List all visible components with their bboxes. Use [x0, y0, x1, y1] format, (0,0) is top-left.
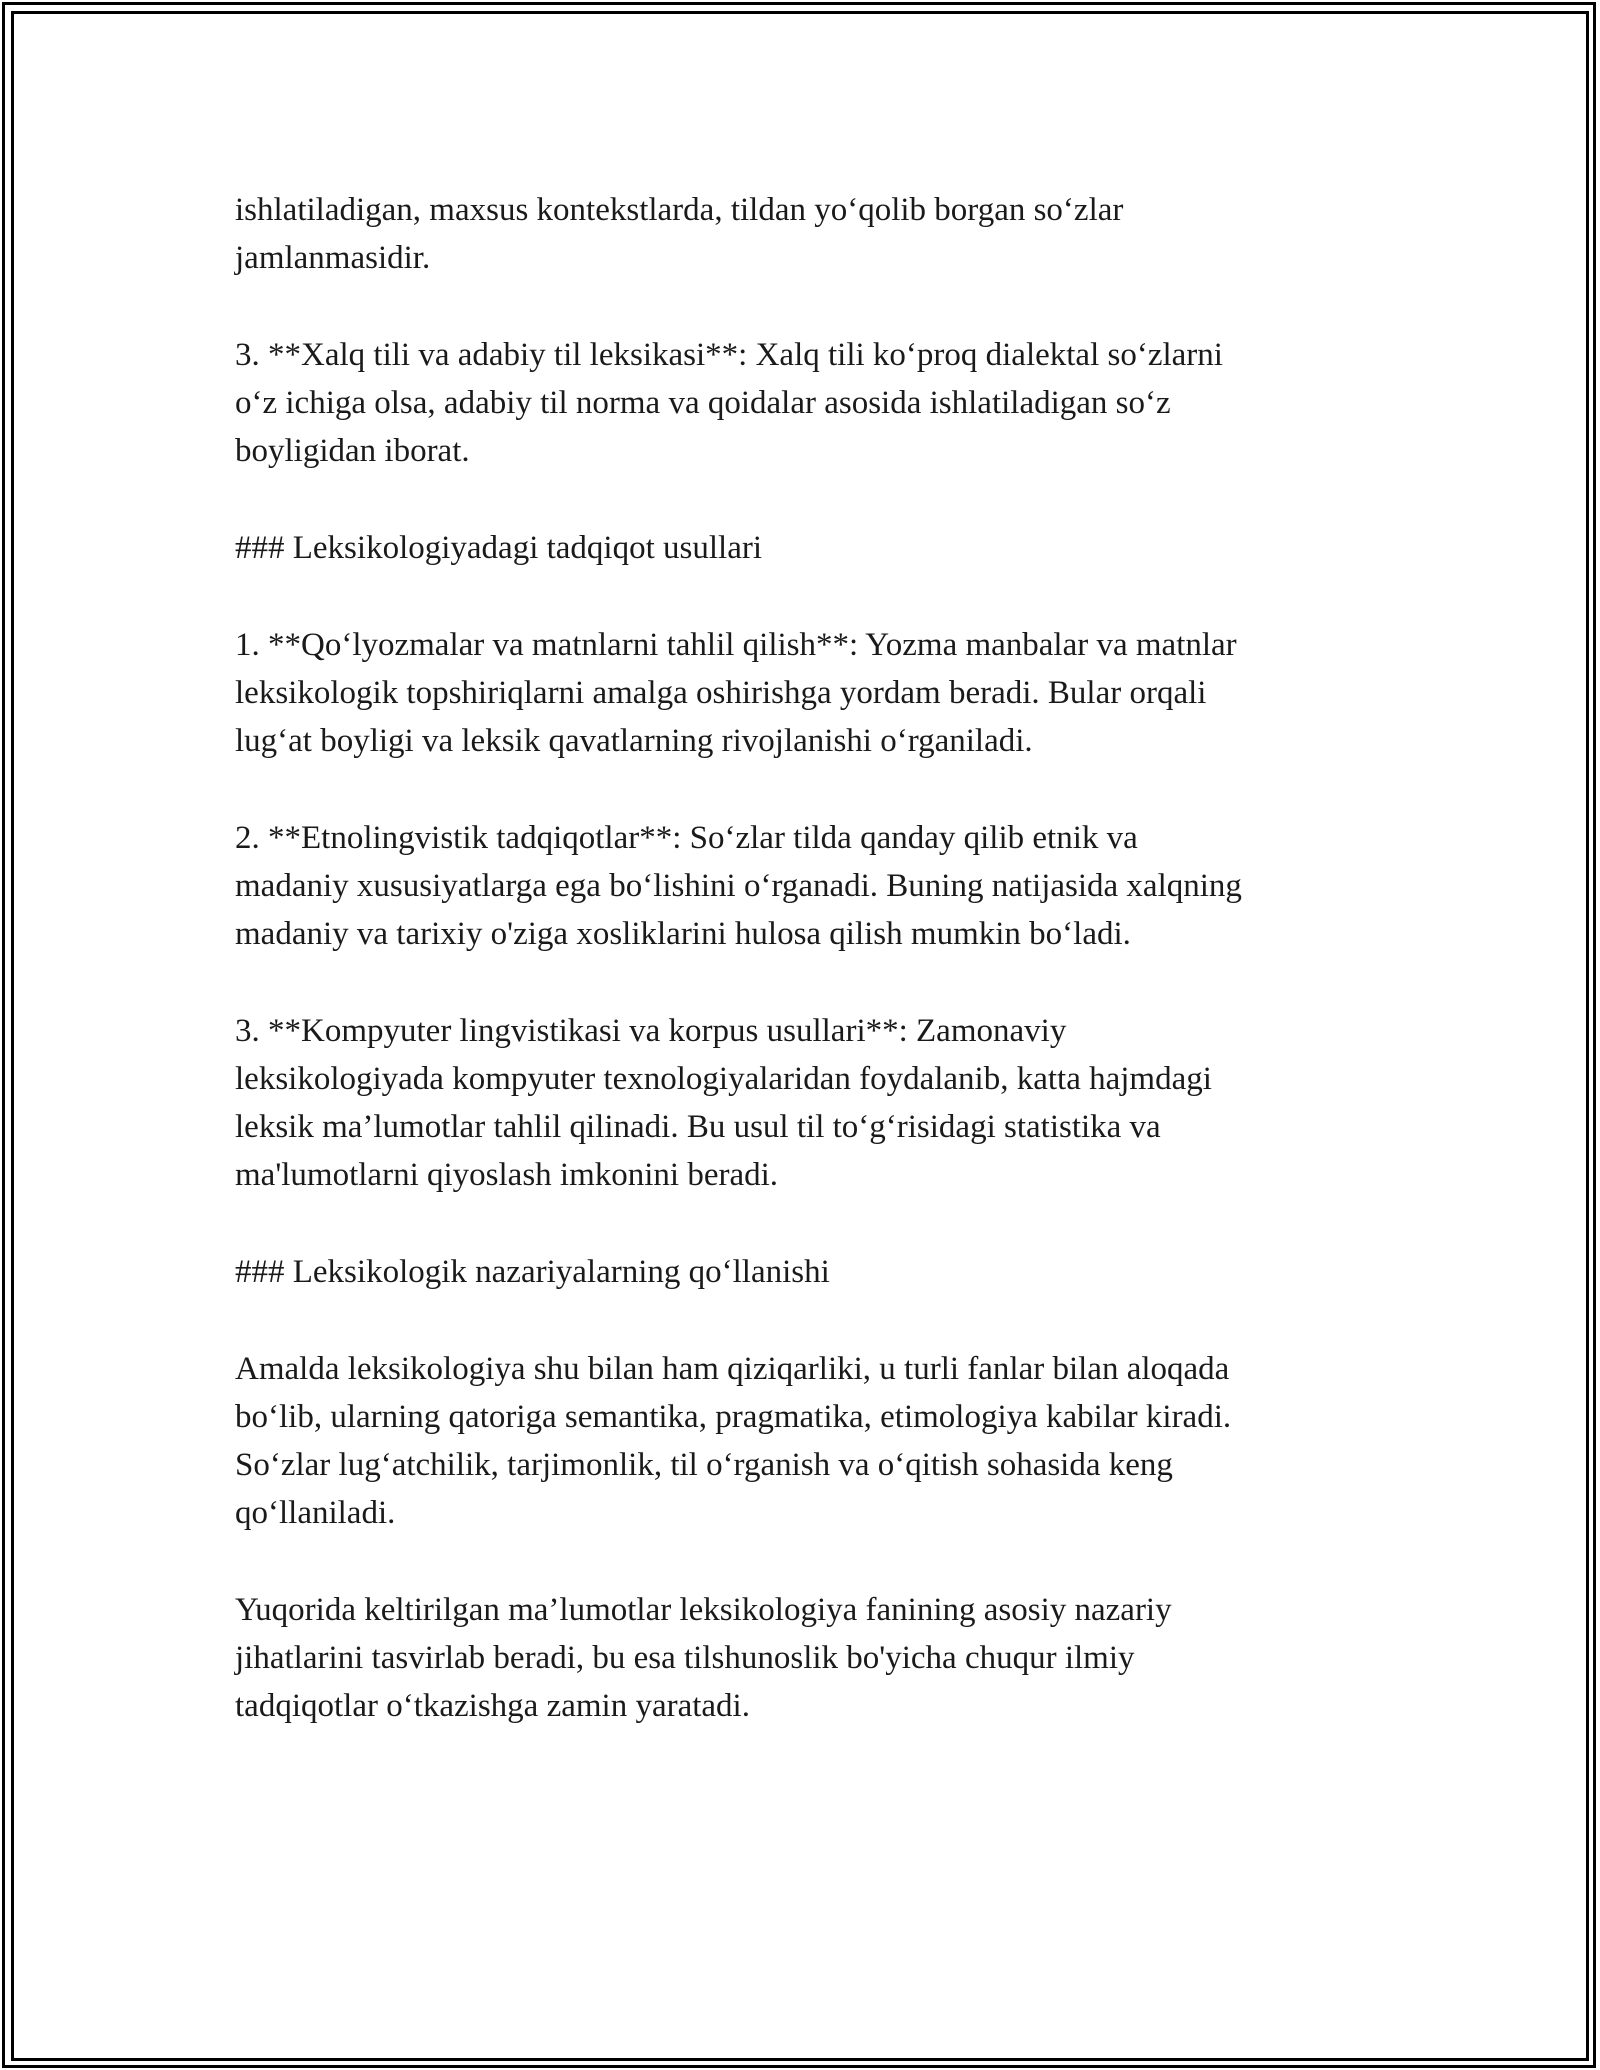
paragraph-manuscript-analysis: 1. **Qo‘lyozmalar va matnlarni tahlil qilish**: Yozma manbalar va matnlar leksikologik topshiriqlarni amalga oshirishga yordam beradi. Bular orqali lug‘at boyligi va leksik qavatlarning rivojlanishi o‘rganiladi.: [235, 627, 1237, 759]
paragraph-folk-and-literary-lexicon: 3. **Xalq tili va adabiy til leksikasi**: Xalq tili ko‘proq dialektal so‘zlarni o‘z ichiga olsa, adabiy til norma va qoidalar asosida ishlatiladigan so‘z boyligidan iborat.: [235, 337, 1223, 469]
paragraph-ethnolinguistic-research: 2. **Etnolingvistik tadqiqotlar**: So‘zlar tilda qanday qilib etnik va madaniy xususiyatlarga ega bo‘lishini o‘rganadi. Buning natijasida xalqning madaniy va tarixiy o'ziga xosliklarini hulosa qilish mumkin bo‘ladi.: [235, 820, 1242, 952]
document-body: [235, 186, 1375, 1779]
paragraph-computational-linguistics: 3. **Kompyuter lingvistikasi va korpus usullari**: Zamonaviy leksikologiyada kompyuter texnologiyalaridan foydalanib, katta hajmdagi leksik ma’lumotlar tahlil qilinadi. Bu usul til to‘g‘risidagi statistika va ma'lumotlarni qiyoslash imkonini beradi.: [235, 1013, 1212, 1193]
heading-research-methods: ### Leksikologiyadagi tadqiqot usullari: [235, 530, 763, 566]
paragraph-conclusion: Yuqorida keltirilgan ma’lumotlar leksikologiya fanining asosiy nazariy jihatlarini tasvirlab beradi, bu esa tilshunoslik bo'yicha chuqur ilmiy tadqiqotlar o‘tkazishga zamin yaratadi.: [235, 1592, 1172, 1724]
heading-theory-application: ### Leksikologik nazariyalarning qo‘llanishi: [235, 1254, 830, 1290]
paragraph-practical-application: Amalda leksikologiya shu bilan ham qiziqarliki, u turli fanlar bilan aloqada bo‘lib, ularning qatoriga semantika, pragmatika, etimologiya kabilar kiradi. So‘zlar lug‘atchilik, tarjimonlik, til o‘rganish va o‘qitish sohasida keng qo‘llaniladi.: [235, 1351, 1232, 1531]
paragraph-archaic-words-continued: ishlatiladigan, maxsus kontekstlarda, tildan yo‘qolib borgan so‘zlar jamlanmasidir.: [235, 192, 1124, 276]
